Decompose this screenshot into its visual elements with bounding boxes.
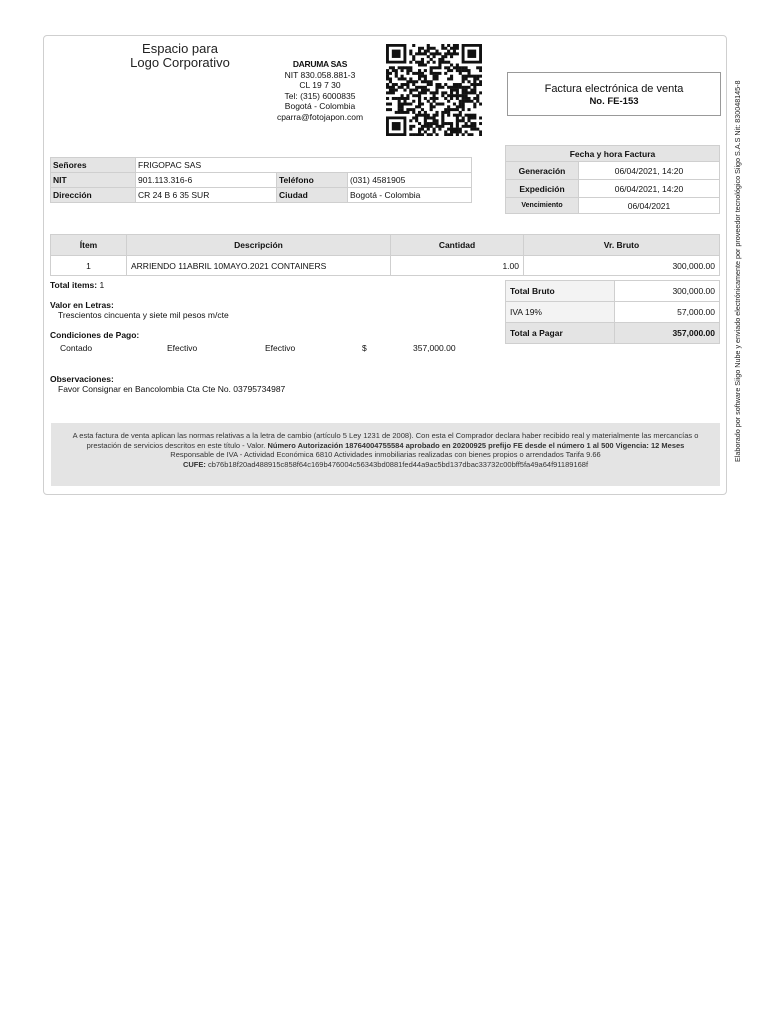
dates-header: Fecha y hora Factura: [506, 146, 720, 162]
senores-label: Señores: [51, 158, 136, 173]
iva-value: 57,000.00: [615, 302, 720, 323]
dates-table: [505, 145, 720, 214]
pago-amount: 357,000.00: [413, 343, 456, 353]
total-bruto-value: 300,000.00: [615, 281, 720, 302]
footer-cufe: cb76b18f20ad488915c858f64c169b476004c56343bd0881fed44a9ac5bd137dbac33732c00bff5fa49a64f91189168f: [207, 459, 589, 469]
company-address: CL 19 7 30: [299, 80, 341, 90]
descripcion-header: Descripción: [127, 235, 391, 256]
observaciones-label: Observaciones:: [50, 374, 114, 384]
generacion-label: Generación: [506, 162, 579, 180]
vr-bruto-header: Vr. Bruto: [524, 235, 720, 256]
senores-value: FRIGOPAC SAS: [136, 158, 472, 173]
generacion-value: 06/04/2021, 14:20: [579, 162, 720, 180]
telefono-value: (031) 4581905: [348, 173, 472, 188]
company-phone: Tel: (315) 6000835: [284, 90, 356, 101]
logo-line-2: Logo Corporativo: [130, 55, 230, 70]
direccion-label: Dirección: [51, 188, 136, 203]
pago-col3: Efectivo: [265, 343, 296, 353]
footer-cufe-label: CUFE:: [182, 459, 206, 469]
vencimiento-value: 06/04/2021: [579, 198, 720, 214]
condiciones-label: Condiciones de Pago:: [50, 330, 140, 340]
descripcion-cell: ARRIENDO 11ABRIL 10MAYO.2021 CONTAINERS: [127, 256, 391, 276]
total-pagar-value: 357,000.00: [615, 323, 720, 344]
logo-placeholder: [110, 42, 250, 70]
observaciones-value: Favor Consignar en Bancolombia Cta Cte No. 03795734987: [58, 384, 286, 394]
vr-bruto-cell: 300,000.00: [524, 256, 720, 276]
company-city: Bogotá - Colombia: [284, 101, 356, 111]
item-cell: 1: [51, 256, 127, 276]
ciudad-value: Bogotá - Colombia: [348, 188, 472, 203]
legal-footer: [51, 423, 720, 486]
invoice-number: No. FE-153: [589, 96, 639, 107]
footer-autorizacion: Número Autorización 18764004755584 aprobado en 20200925 prefijo FE desde el número 1 al 500 Vigencia: 12 Meses: [267, 440, 685, 450]
table-row: [51, 256, 720, 276]
cantidad-header: Cantidad: [391, 235, 524, 256]
pago-col2: Efectivo: [167, 343, 198, 353]
invoice-title: Factura electrónica de venta: [544, 83, 684, 95]
company-nit: NIT 830.058.881-3: [284, 69, 356, 80]
logo-line-1: Espacio para: [142, 41, 218, 56]
company-info: [262, 59, 378, 122]
valor-letras-label: Valor en Letras:: [50, 300, 114, 310]
expedicion-label: Expedición: [506, 180, 579, 198]
telefono-label: Teléfono: [277, 173, 348, 188]
ciudad-label: Ciudad: [277, 188, 348, 203]
vencimiento-label: Vencimiento: [506, 198, 579, 214]
company-name: DARUMA SAS: [292, 59, 348, 69]
nit-label: NIT: [51, 173, 136, 188]
items-table: [50, 234, 720, 276]
qr-code-icon: [386, 44, 482, 136]
company-email: cparra@fotojapon.com: [276, 111, 364, 122]
total-items-label: Total items:: [50, 280, 98, 290]
cantidad-cell: 1.00: [391, 256, 524, 276]
direccion-value: CR 24 B 6 35 SUR: [136, 188, 277, 203]
footer-legal-paragraph: [69, 431, 702, 450]
side-vertical-text: Elaborado por software Siigo Nube y enviado electrónicamente por proveedor tecnológico Siigo S.A.S Nit: 830048145-8: [733, 80, 742, 462]
nit-value: 901.113.316-6: [136, 173, 277, 188]
totals-table: [505, 280, 720, 344]
customer-table: [50, 157, 472, 203]
pago-currency: $: [362, 343, 367, 353]
footer-cufe-line: [51, 460, 720, 470]
iva-label: IVA 19%: [506, 302, 615, 323]
footer-responsable: Responsable de IVA - Actividad Económica 6810 Actividades inmobiliarias realizadas con bienes propios o arrendados Tarifa 9.66: [170, 450, 601, 459]
total-items-value: 1: [99, 280, 105, 290]
invoice-title-box: [507, 72, 721, 116]
pago-col1: Contado: [60, 343, 93, 353]
valor-letras-value: Trescientos cincuenta y siete mil pesos m/cte: [58, 310, 229, 320]
expedicion-value: 06/04/2021, 14:20: [579, 180, 720, 198]
total-items: [50, 280, 104, 290]
total-bruto-label: Total Bruto: [506, 281, 615, 302]
total-pagar-label: Total a Pagar: [506, 323, 615, 344]
item-header: Ítem: [51, 235, 127, 256]
footer-legal: A esta factura de venta aplican las normas relativas a la letra de cambio (artículo 5 Ley 1231 de 2008). Con esta el Comprador declara haber recibido real y materialmente las mercancías o prestación de servicios descritos en este título - Valor.: [72, 431, 699, 450]
